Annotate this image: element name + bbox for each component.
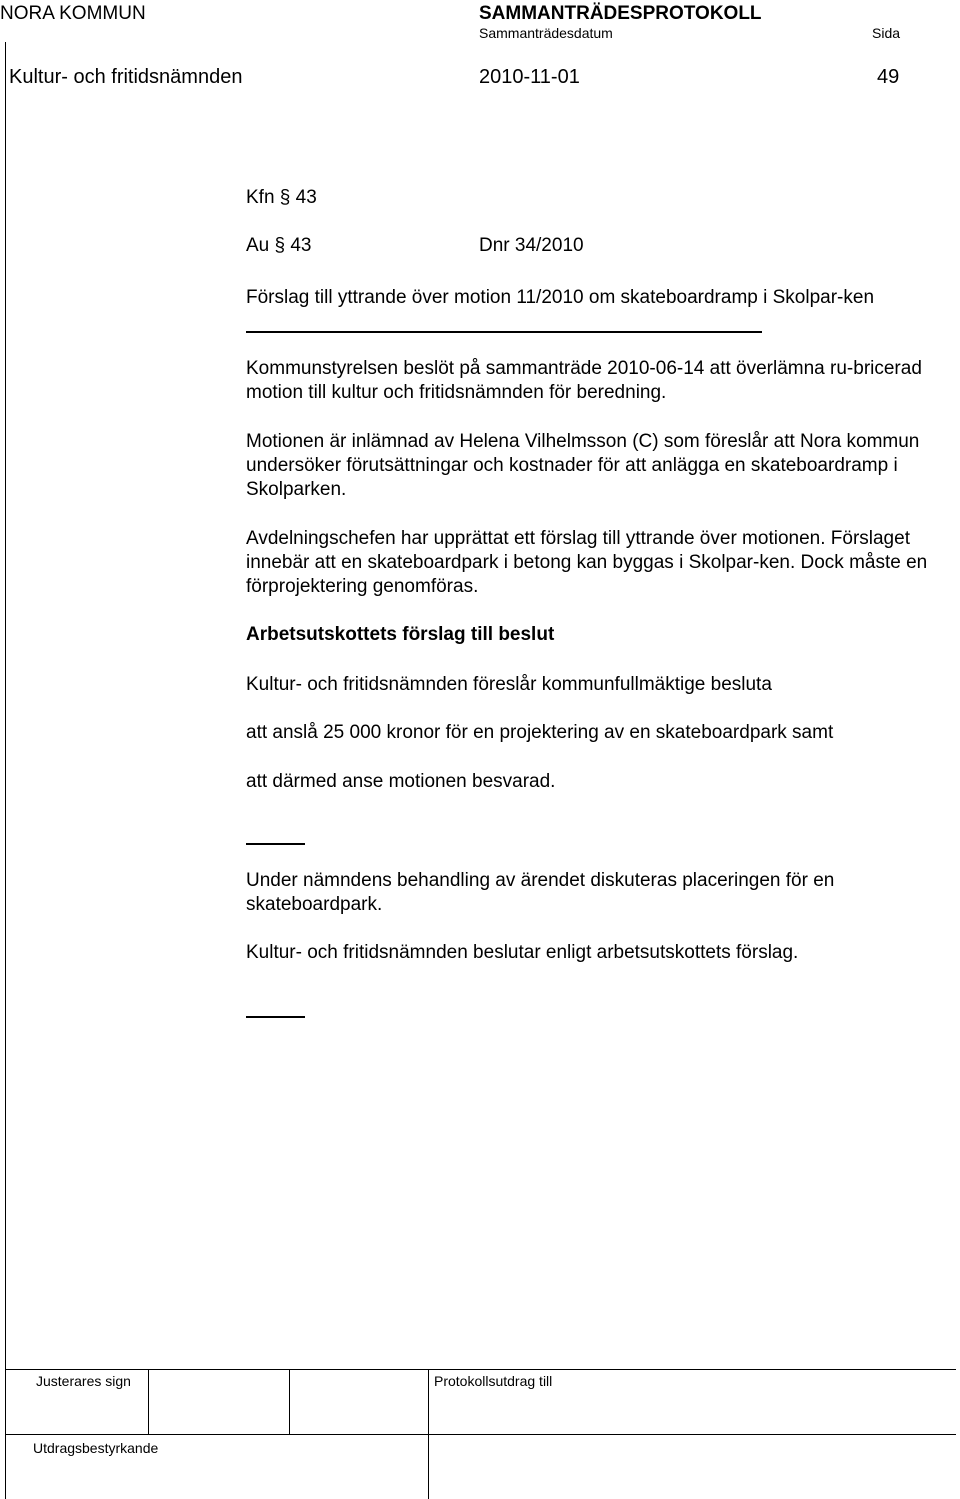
meeting-date: 2010-11-01 [479, 66, 580, 88]
case-number: Dnr 34/2010 [479, 235, 584, 256]
committee-name: Kultur- och fritidsnämnden [9, 66, 243, 88]
paragraph-proposal: Avdelningschefen har upprättat ett förslag till yttrande över motionen. Förslaget innebär att en skateboardpark i betong kan byggas i Skolpar-ken. Dock måste en förprojektering genomföras. [246, 528, 928, 597]
title-underline [246, 331, 762, 333]
proposal-intro: Kultur- och fritidsnämnden föreslår kommunfullmäktige besluta [246, 674, 772, 695]
extract-certification-label: Utdragsbestyrkande [33, 1440, 159, 1456]
footer-divider [428, 1369, 429, 1499]
left-margin-line [5, 42, 6, 1499]
footer-divider [289, 1369, 290, 1434]
paragraph-motion: Motionen är inlämnad av Helena Vilhelmsson (C) som föreslår att Nora kommun undersöker förutsättningar och kostnader för att anlägga en skateboardramp i Skolparken. [246, 431, 920, 500]
proposal-item-1: att anslå 25 000 kronor för en projektering av en skateboardpark samt [246, 722, 834, 743]
paragraph-referral: Kommunstyrelsen beslöt på sammanträde 2010-06-14 att överlämna ru-bricerad motion till kultur och fritidsnämnden för beredning. [246, 358, 922, 403]
organization-name: NORA KOMMUN [0, 3, 146, 24]
case-title: Förslag till yttrande över motion 11/2010 om skateboardramp i Skolpar-ken [246, 287, 875, 308]
kfn-paragraph-number: Kfn § 43 [246, 187, 317, 208]
footer-middle-border [5, 1434, 956, 1435]
separator-dash [246, 843, 305, 845]
date-label: Sammanträdesdatum [479, 25, 613, 41]
extract-recipients-label: Protokollsutdrag till [434, 1373, 553, 1389]
document-type: SAMMANTRÄDESPROTOKOLL [479, 3, 762, 24]
footer-divider [148, 1369, 149, 1434]
proposal-heading: Arbetsutskottets förslag till beslut [246, 624, 555, 645]
discussion-text: Under nämndens behandling av ärendet diskuteras placeringen för en skateboardpark. [246, 870, 835, 915]
page-label: Sida [872, 25, 901, 41]
separator-dash [246, 1016, 305, 1018]
signature-label: Justerares sign [36, 1373, 131, 1389]
au-paragraph-number: Au § 43 [246, 235, 312, 256]
decision-text: Kultur- och fritidsnämnden beslutar enligt arbetsutskottets förslag. [246, 942, 799, 963]
page-number: 49 [877, 66, 900, 88]
proposal-item-2: att därmed anse motionen besvarad. [246, 771, 556, 792]
